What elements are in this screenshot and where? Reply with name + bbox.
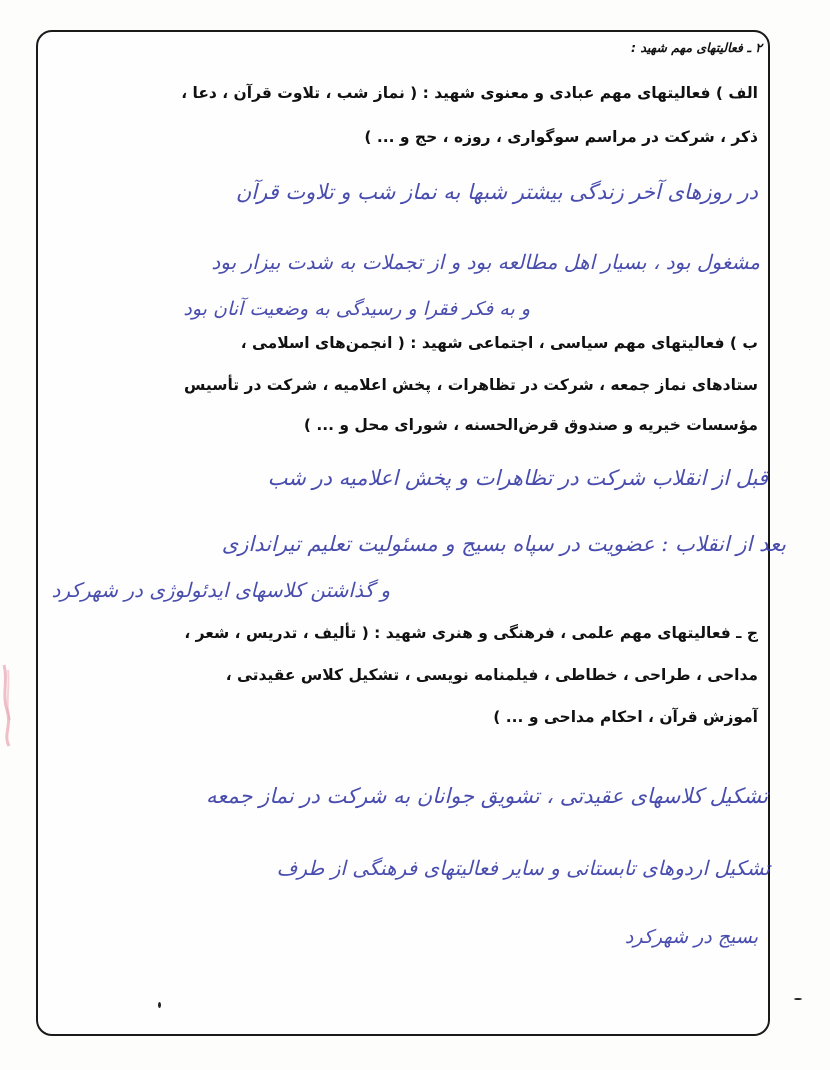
alef-line-1: الف ) فعالیتهای مهم عبادی و معنوی شهید : ( نماز شب ، تلاوت قرآن ، دعا ،	[181, 84, 758, 102]
jim-line-2: مداحی ، طراحی ، خطاطی ، فیلمنامه نویسی ، تشکیل کلاس عقیدتی ،	[225, 666, 758, 684]
be-handwritten-line-2: بعد از انقلاب : عضویت در سپاه بسیج و مسئولیت تعلیم تیراندازی	[221, 532, 786, 556]
jim-line-1: ج ـ فعالیتهای مهم علمی ، فرهنگی و هنری شهید : ( تألیف ، تدریس ، شعر ،	[184, 624, 758, 642]
be-handwritten-line-3: و گذاشتن کلاسهای ایدئولوژی در شهرکرد	[51, 578, 390, 602]
be-line-3: مؤسسات خیریه و صندوق قرض‌الحسنه ، شورای محل و ... )	[303, 416, 758, 434]
jim-line-3: آموزش قرآن ، احکام مداحی و ... )	[493, 708, 758, 726]
jim-handwritten-line-3: بسیج در شهرکرد	[624, 926, 758, 948]
jim-handwritten-line-1: تشکیل کلاسهای عقیدتی ، تشویق جوانان به شرکت در نماز جمعه	[206, 784, 768, 808]
alef-line-2: ذکر ، شرکت در مراسم سوگواری ، روزه ، حج و ... )	[364, 128, 758, 146]
jim-handwritten-line-2: تشکیل اردوهای تابستانی و سایر فعالیتهای فرهنگی از طرف	[276, 856, 770, 880]
alef-handwritten-line-1: در روزهای آخر زندگی بیشتر شبها به نماز شب و تلاوت قرآن	[235, 180, 758, 204]
scan-speck	[794, 998, 802, 1000]
section-heading: ۲ ـ فعالیتهای مهم شهید :	[630, 40, 762, 55]
be-line-1: ب ) فعالیتهای مهم سیاسی ، اجتماعی شهید : ( انجمن‌های اسلامی ،	[240, 334, 758, 352]
alef-handwritten-line-2: مشغول بود ، بسیار اهل مطالعه بود و از تجملات به شدت بیزار بود	[211, 250, 760, 274]
be-line-2: ستادهای نماز جمعه ، شرکت در تظاهرات ، پخش اعلامیه ، شرکت در تأسیس	[184, 376, 758, 394]
alef-handwritten-line-3: و به فکر فقرا و رسیدگی به وضعیت آنان بود	[183, 298, 530, 320]
be-handwritten-line-1: قبل از انقلاب شرکت در تظاهرات و پخش اعلامیه در شب	[267, 466, 768, 490]
red-ink-smudge	[0, 660, 14, 750]
scan-speck	[158, 1002, 161, 1008]
